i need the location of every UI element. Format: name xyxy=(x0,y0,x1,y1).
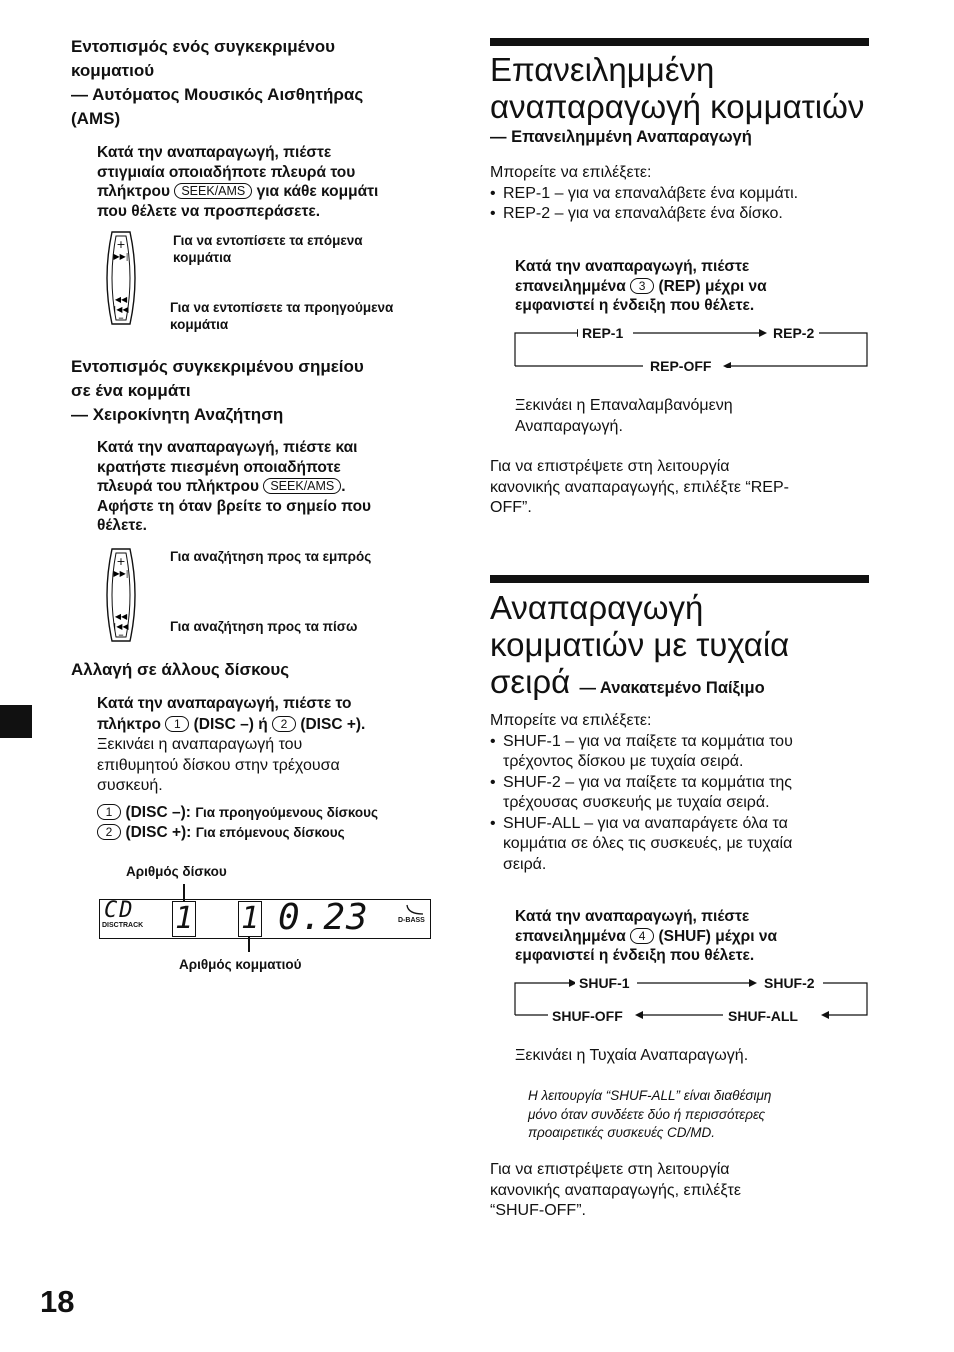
flow-rep-off: REP-OFF xyxy=(646,358,715,374)
track-number-label: Αριθμός κομματιού xyxy=(179,957,302,972)
repeat-subtitle: — Επανειλημμένη Αναπαραγωγή xyxy=(490,128,752,146)
section-rule-repeat xyxy=(490,38,869,46)
svg-text:▶▶|: ▶▶| xyxy=(113,252,129,261)
repeat-result: Ξεκινάει η Επαναλαμβανόμενη Αναπαραγωγή. xyxy=(515,397,733,435)
flow-shuf-2: SHUF-2 xyxy=(760,975,819,991)
disc-number-label: Αριθμός δίσκου xyxy=(126,864,227,879)
repeat-title: Επανειλημμένη αναπαραγωγή κομματιών xyxy=(490,51,865,125)
ams-next-caption: Για να εντοπίσετε τα επόμενα κομμάτια xyxy=(173,233,363,265)
shuffle-instruction: Κατά την αναπαραγωγή, πιέστε επανειλημμένα 4 (SHUF) μέχρι να εμφανιστεί η ένδειξη που θέλετε. xyxy=(515,908,778,964)
lcd-display xyxy=(99,899,431,939)
lcd-source: CD xyxy=(104,898,135,923)
svg-text:+: + xyxy=(116,238,126,251)
repeat-return: Για να επιστρέψετε στη λειτουργία κανονικής αναπαραγωγής, επιλέξτε “REP- OFF”. xyxy=(490,458,789,516)
shuffle-note: Η λειτουργία “SHUF-ALL” είναι διαθέσιμη μόνο όταν συνδέετε δύο ή περισσότερες προαιρετικές συσκευές CD/MD. xyxy=(528,1088,772,1140)
section-rule-shuffle xyxy=(490,575,869,583)
shuffle-title: Αναπαραγωγή κομματιών με τυχαία σειρά — Ανακατεμένο Παίξιμο xyxy=(490,589,790,700)
ams-heading: Εντοπισμός ενός συγκεκριμένου κομματιού — Αυτόματος Μουσικός Αισθητήρας (AMS) xyxy=(71,37,364,128)
disc-options: 1 (DISC –): Για προηγούμενους δίσκους 2 (DISC +): Για επόμενους δίσκους xyxy=(97,803,477,843)
button-4-icon: 4 xyxy=(630,928,654,944)
button-1-icon: 1 xyxy=(97,804,121,820)
manual-back-caption: Για αναζήτηση προς τα πίσω xyxy=(170,619,358,634)
list-item: • REP-2 – για να επαναλάβετε ένα δίσκο. xyxy=(490,204,890,225)
svg-text:–: – xyxy=(118,628,124,641)
flow-rep-1: REP-1 xyxy=(578,325,627,341)
list-item: • SHUF-ALL – για να αναπαράγετε όλα τα κομμάτια σε όλες τις συσκευές, με τυχαία σειρά. xyxy=(490,814,890,876)
lcd-disctrack-label: DISCTRACK xyxy=(102,922,144,929)
shuffle-options: Μπορείτε να επιλέξετε: • SHUF-1 – για να παίξετε τα κομμάτια του τρέχοντος δίσκου με τυχαία σειρά. • SHUF-2 – για να παίξετε τα κομμάτια της τρέχουσας συσκευής με τυχαία σειρά. • SHUF-ALL – για να αναπαράγετε όλα τα κομμάτια σε όλες τις συσκευές, με τυχαία σειρά. xyxy=(490,711,890,875)
svg-text:–: – xyxy=(118,311,124,324)
shuffle-result: Ξεκινάει η Τυχαία Αναπαραγωγή. xyxy=(515,1047,749,1064)
list-item: • SHUF-1 – για να παίξετε τα κομμάτια του τρέχοντος δίσκου με τυχαία σειρά. xyxy=(490,732,890,773)
button-1-icon: 1 xyxy=(165,716,189,732)
flow-shuf-off: SHUF-OFF xyxy=(548,1008,627,1024)
manual-search-instruction: Κατά την αναπαραγωγή, πιέστε και κρατήστε πιεσμένη οποιαδήποτε πλευρά του πλήκτρου SEEK/AMS . Αφήστε τη όταν βρείτε το σημείο που θέλετε. xyxy=(97,439,372,534)
flow-shuf-all: SHUF-ALL xyxy=(724,1008,802,1024)
track-number-pointer xyxy=(248,937,250,952)
disc-change-instruction: Κατά την αναπαραγωγή, πιέστε το πλήκτρο 1 (DISC –) ή 2 (DISC +). xyxy=(97,695,366,733)
flow-shuf-1: SHUF-1 xyxy=(575,975,634,991)
svg-text:◀◀: ◀◀ xyxy=(114,612,128,621)
seek-ams-button-label: SEEK/AMS xyxy=(174,183,252,199)
lcd-time: 0.23 xyxy=(278,897,369,938)
shuffle-subtitle: — Ανακατεμένο Παίξιμο xyxy=(579,679,765,697)
ams-prev-caption: Για να εντοπίσετε τα προηγούμενα κομμάτια xyxy=(170,300,394,332)
repeat-options: Μπορείτε να επιλέξετε: • REP-1 – για να επαναλάβετε ένα κομμάτι. • REP-2 – για να επαναλάβετε ένα δίσκο. xyxy=(490,163,890,225)
seek-button-diagram-manual xyxy=(96,545,150,645)
manual-forward-caption: Για αναζήτηση προς τα εμπρός xyxy=(170,549,372,564)
button-3-icon: 3 xyxy=(630,278,654,294)
ams-instruction: Κατά την αναπαραγωγή, πιέστε στιγμιαία οποιαδήποτε πλευρά του πλήκτρου SEEK/AMS για κάθε κομμάτι που θέλετε να προσπεράσετε. xyxy=(97,144,379,220)
svg-text:|◀◀: |◀◀ xyxy=(113,305,129,314)
button-2-icon: 2 xyxy=(97,824,121,840)
svg-text:+: + xyxy=(116,555,126,568)
lcd-dbass-label: D-BASS xyxy=(398,917,425,924)
manual-search-heading: Εντοπισμός συγκεκριμένου σημείου σε ένα κομμάτι — Χειροκίνητη Αναζήτηση xyxy=(71,357,364,424)
section-tab-marker xyxy=(0,705,32,738)
repeat-instruction: Κατά την αναπαραγωγή, πιέστε επανειλημμένα 3 (REP) μέχρι να εμφανιστεί η ένδειξη που θέλετε. xyxy=(515,258,767,314)
disc-change-heading: Αλλαγή σε άλλους δίσκους xyxy=(71,660,290,679)
seek-ams-button-label: SEEK/AMS xyxy=(263,478,341,494)
svg-text:◀◀: ◀◀ xyxy=(114,295,128,304)
button-2-icon: 2 xyxy=(272,716,296,732)
list-item: • REP-1 – για να επαναλάβετε ένα κομμάτι. xyxy=(490,184,890,205)
seek-button-diagram-ams xyxy=(96,228,150,328)
dbass-curve-icon xyxy=(406,904,424,916)
flow-rep-2: REP-2 xyxy=(769,325,818,341)
disc-change-description: Ξεκινάει η αναπαραγωγή του επιθυμητού δίσκου στην τρέχουσα συσκευή. xyxy=(97,736,340,794)
svg-text:▶▶|: ▶▶| xyxy=(113,569,129,578)
svg-text:|◀◀: |◀◀ xyxy=(113,622,129,631)
shuffle-return: Για να επιστρέψετε στη λειτουργία κανονικής αναπαραγωγής, επιλέξτε “SHUF-OFF”. xyxy=(490,1161,741,1219)
list-item: • SHUF-2 – για να παίξετε τα κομμάτια της τρέχουσας συσκευής με τυχαία σειρά. xyxy=(490,773,890,814)
page-number: 18 xyxy=(40,1284,75,1319)
lcd-track-number: 1 xyxy=(238,901,262,937)
lcd-disc-number: 1 xyxy=(172,901,196,937)
